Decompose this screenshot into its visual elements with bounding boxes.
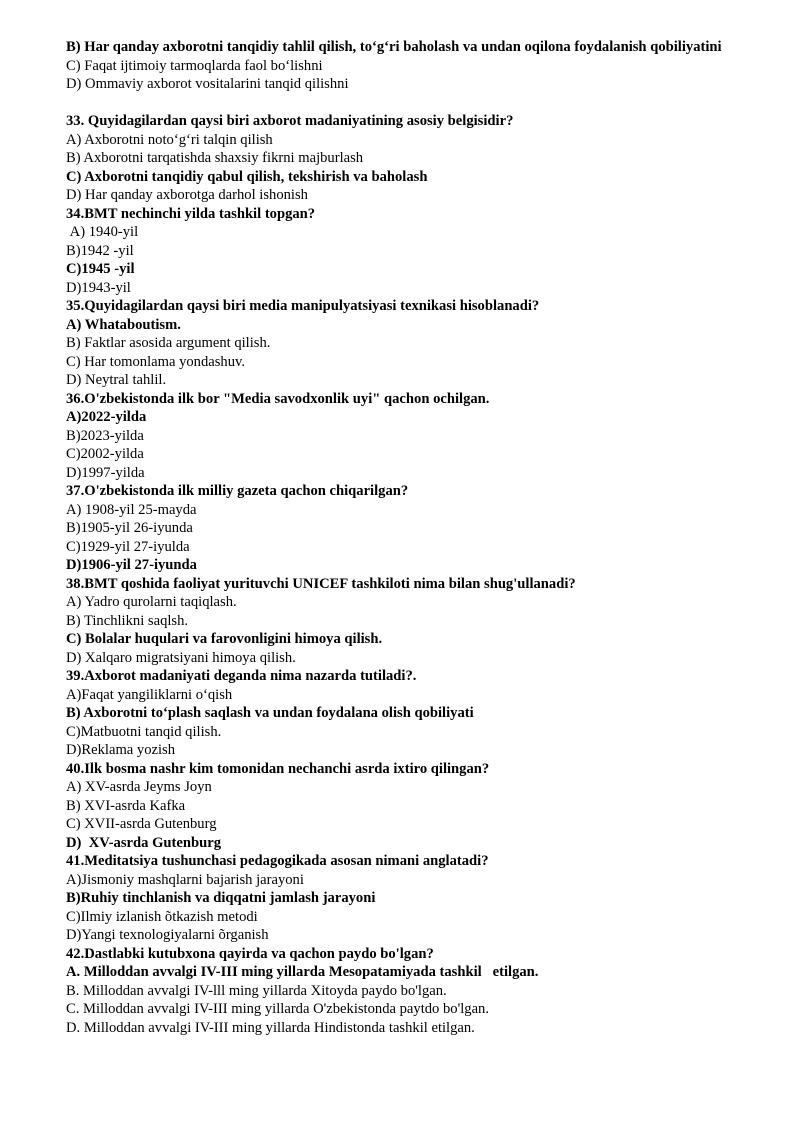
bold-text-line: B) Har qanday axborotni tanqidiy tahlil qilish, to‘g‘ri baholash va undan oqilona foydalanish qobiliyatini	[66, 39, 722, 55]
text-line: A) XV-asrda Jeyms Joyn	[66, 779, 212, 795]
text-line: B) Axborotni tarqatishda shaxsiy fikrni majburlash	[66, 150, 364, 166]
bold-text-line: B)Ruhiy tinchlanish va diqqatni jamlash jarayoni	[66, 890, 376, 906]
bold-text-line: 37.O'zbekistonda ilk milliy gazeta qachon chiqarilgan?	[66, 483, 409, 499]
bold-text-line: A)2022-yilda	[66, 409, 147, 425]
bold-text-line: 41.Meditatsiya tushunchasi pedagogikada asosan nimani anglatadi?	[66, 853, 489, 869]
text-line: A) 1940-yil	[66, 224, 139, 240]
bold-text-line: 33. Quyidagilardan qaysi biri axborot madaniyatining asosiy belgisidir?	[66, 113, 514, 129]
text-line: D)Reklama yozish	[66, 742, 176, 758]
text-line: A)Jismoniy mashqlarni bajarish jarayoni	[66, 871, 304, 888]
text-line: C) XVII-asrda Gutenburg	[66, 816, 217, 832]
text-line: B) Faktlar asosida argument qilish.	[66, 335, 271, 351]
text-line: B)2023-yilda	[66, 427, 144, 444]
bold-text-line: 42.Dastlabki kutubxona qayirda va qachon paydo bo'lgan?	[66, 945, 434, 962]
bold-text-line: 39.Axborot madaniyati deganda nima nazarda tutiladi?.	[66, 668, 417, 684]
blank-line	[66, 94, 766, 113]
bold-text-line: 36.O'zbekistonda ilk bor "Media savodxonlik uyi" qachon ochilgan.	[66, 390, 490, 407]
bold-text-line: B) Axborotni to‘plash saqlash va undan foydalana olish qobiliyati	[66, 705, 474, 721]
text-line: C. Milloddan avvalgi IV-III ming yillarda O'zbekistonda paytdo bo'lgan.	[66, 1001, 489, 1017]
text-line: B)1905-yil 26-iyunda	[66, 520, 193, 536]
text-line: B) XVI-asrda Kafka	[66, 797, 186, 814]
bold-text-line: 35.Quyidagilardan qaysi biri media manipulyatsiyasi texnikasi hisoblanadi?	[66, 298, 540, 314]
text-line: A)Faqat yangiliklarni o‘qish	[66, 686, 233, 703]
text-line: C) Faqat ijtimoiy tarmoqlarda faol bo‘lishni	[66, 57, 323, 74]
bold-text-line: A. Milloddan avvalgi IV-III ming yillarda Mesopatamiyada tashkil etilgan.	[66, 964, 539, 980]
text-line: A) Axborotni noto‘g‘ri talqin qilish	[66, 131, 273, 148]
bold-text-line: A) Whataboutism.	[66, 316, 181, 333]
text-line: B)1942 -yil	[66, 242, 134, 259]
text-line: A) 1908-yil 25-mayda	[66, 501, 197, 518]
text-line: D)1943-yil	[66, 279, 131, 296]
text-line: D. Milloddan avvalgi IV-III ming yillarda Hindistonda tashkil etilgan.	[66, 1019, 475, 1036]
text-line: D) Xalqaro migratsiyani himoya qilish.	[66, 649, 296, 666]
text-line: B. Milloddan avvalgi IV-lll ming yillarda Xitoyda paydo bo'lgan.	[66, 982, 447, 999]
text-line: D) Ommaviy axborot vositalarini tanqid qilishni	[66, 76, 349, 92]
text-line: D)Yangi texnologiyalarni õrganish	[66, 927, 269, 943]
bold-text-line: C)1945 -yil	[66, 261, 135, 277]
text-line: B) Tinchliknі saqlsh.	[66, 612, 189, 629]
text-line: C)Matbuotni tanqid qilish.	[66, 723, 222, 740]
text-line: C)Ilmiy izlanish õtkazish metodi	[66, 908, 258, 925]
text-line: C)1929-yil 27-iyulda	[66, 538, 190, 555]
text-line: A) Yadro qurolarni taqiqlash.	[66, 594, 237, 610]
bold-text-line: 34.BMT nechinchi yilda tashkil topgan?	[66, 205, 316, 222]
bold-text-line: D)1906-yil 27-iyunda	[66, 557, 197, 573]
text-line: C)2002-yilda	[66, 446, 144, 462]
text-line: C) Har tomonlama yondashuv.	[66, 353, 246, 370]
bold-text-line: C) Axborotni tanqidiy qabul qilish, tekshirish va baholash	[66, 168, 428, 185]
document-body	[66, 38, 766, 1037]
bold-text-line: C) Bolalar huqulari va farovonligini himoya qilish.	[66, 631, 383, 647]
bold-text-line: D) XV-asrda Gutenburg	[66, 834, 221, 851]
bold-text-line: 38.BMT qoshida faoliyat yurituvchi UNICEF tashkiloti nima bilan shug'ullanadi?	[66, 575, 576, 592]
text-line: D)1997-yilda	[66, 464, 145, 481]
bold-text-line: 40.Ilk bosma nashr kim tomonidan nechanchi asrda ixtiro qilingan?	[66, 760, 490, 777]
text-line: D) Har qanday axborotga darhol ishonish	[66, 187, 308, 203]
text-line: D) Neytral tahlil.	[66, 372, 167, 388]
